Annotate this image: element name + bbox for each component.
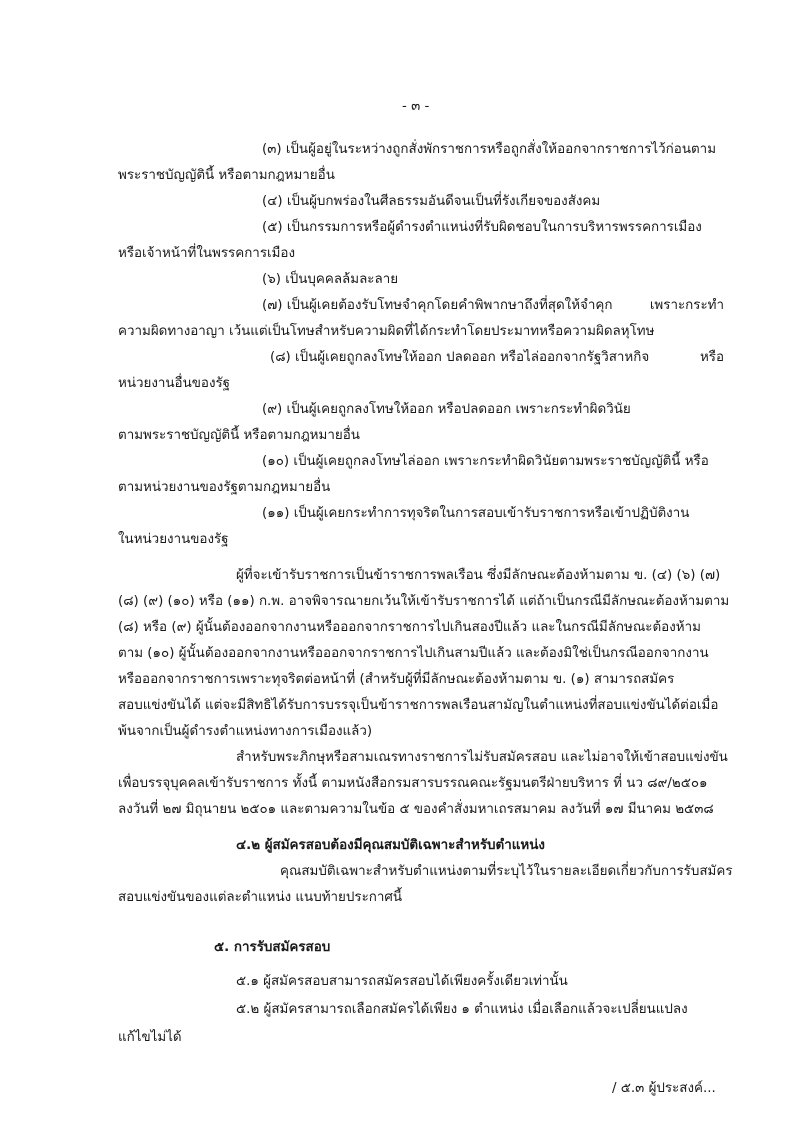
item-11-line-2: ในหน่วยงานของรัฐ (118, 532, 229, 547)
item-8-line-1 (270, 351, 724, 364)
section-5-2-line-1: ๕.๒ ผู้สมัครสามารถเลือกสมัครได้เพียง ๑ ตำแหน่ง เมื่อเลือกแล้วจะเปลี่ยนแปลง (236, 1002, 688, 1017)
item-4: (๔) เป็นผู้บกพร่องในศีลธรรมอันดีจนเป็นที่รังเกียจของสังคม (262, 194, 601, 209)
para1-line-7: พ้นจากเป็นผู้ดำรงตำแหน่งทางการเมืองแล้ว) (118, 724, 373, 739)
section-5-heading: ๕. การรับสมัครสอบ (214, 940, 331, 955)
item-10-line-2: ตามหน่วยงานของรัฐตามกฎหมายอื่น (118, 480, 331, 495)
page-number: - ๓ - (402, 99, 430, 114)
footer-continuation: / ๕.๓ ผู้ประสงค์... (612, 1081, 716, 1096)
section-5-2-line-2: แก้ไขไม่ได้ (118, 1030, 182, 1045)
item-8-line-2: หน่วยงานอื่นของรัฐ (118, 376, 231, 391)
item-6: (๖) เป็นบุคคลล้มละลาย (262, 272, 399, 287)
para1-line-5: หรือออกจากราชการเพราะทุจริตต่อหน้าที่ (สำหรับผู้ที่มีลักษณะต้องห้ามตาม ข. (๑) สามารถสมัคร (118, 672, 675, 687)
item-5-line-2: หรือเจ้าหน้าที่ในพรรคการเมือง (118, 246, 295, 261)
item-9-line-2: ตามพระราชบัญญัตินี้ หรือตามกฎหมายอื่น (118, 428, 360, 443)
para1-line-6: สอบแข่งขันได้ แต่จะมีสิทธิได้รับการบรรจุเป็นข้าราชการพลเรือนสามัญในตำแหน่งที่สอบแข่งขันได้ต่อเมื่อ (118, 698, 719, 713)
para1-line-2: (๘) (๙) (๑๐) หรือ (๑๑) ก.พ. อาจพิจารณายกเว้นให้เข้ารับราชการได้ แต่ถ้าเป็นกรณีมีลักษณะต้องห้ามตาม (118, 594, 730, 609)
para1-line-3: (๘) หรือ (๙) ผู้นั้นต้องออกจากงานหรือออกจากราชการไปเกินสองปีแล้ว และในกรณีมีลักษณะต้องห้าม (118, 620, 701, 635)
item-11-line-1: (๑๑) เป็นผู้เคยกระทำการทุจริตในการสอบเข้ารับราชการหรือเข้าปฏิบัติงาน (262, 506, 690, 521)
section-5-1: ๕.๑ ผู้สมัครสอบสามารถสมัครสอบได้เพียงครั้งเดียวเท่านั้น (236, 974, 568, 989)
para1-line-4: ตาม (๑๐) ผู้นั้นต้องออกจากงานหรือออกจากราชการไปเกินสามปีแล้ว และต้องมิใช่เป็นกรณีออกจากงาน (118, 646, 709, 661)
para2-line-3: ลงวันที่ ๒๗ มิถุนายน ๒๕๐๑ และตามความในข้อ ๕ ของคำสั่งมหาเถรสมาคม ลงวันที่ ๑๗ มีนาคม ๒๕๓๘ (118, 802, 714, 817)
item-9-line-1: (๙) เป็นผู้เคยถูกลงโทษให้ออก หรือปลดออก เพราะกระทำผิดวินัย (262, 402, 631, 417)
section-4-2-line-2: สอบแข่งขันของแต่ละตำแหน่ง แนบท้ายประกาศนี้ (118, 890, 403, 905)
item-7-text-b: เพราะกระทำ (649, 298, 724, 313)
item-7-line-2: ความผิดทางอาญา เว้นแต่เป็นโทษสำหรับความผิดที่ได้กระทำโดยประมาทหรือความผิดลหุโทษ (118, 324, 655, 339)
item-8-text-b: หรือ (699, 350, 724, 365)
para2-line-2: เพื่อบรรจุบุคคลเข้ารับราชการ ทั้งนี้ ตามหนังสือกรมสารบรรณคณะรัฐมนตรีฝ่ายบริหาร ที่ นว ๘๙/๒๕๐๑ (118, 776, 708, 791)
section-4-2-line-1: คุณสมบัติเฉพาะสำหรับตำแหน่งตามที่ระบุไว้ในรายละเอียดเกี่ยวกับการรับสมัคร (280, 864, 733, 879)
item-7-text-a: (๗) เป็นผู้เคยต้องรับโทษจำคุกโดยคำพิพากษาถึงที่สุดให้จำคุก (262, 298, 613, 313)
section-4-2-heading: ๔.๒ ผู้สมัครสอบต้องมีคุณสมบัติเฉพาะสำหรับตำแหน่ง (236, 838, 545, 853)
item-3-line-2: พระราชบัญญัตินี้ หรือตามกฎหมายอื่น (118, 168, 335, 183)
item-5-line-1: (๕) เป็นกรรมการหรือผู้ดำรงตำแหน่งที่รับผิดชอบในการบริหารพรรคการเมือง (262, 220, 702, 235)
item-7-line-1 (262, 299, 724, 312)
para1-line-1: ผู้ที่จะเข้ารับราชการเป็นข้าราชการพลเรือน ซึ่งมีลักษณะต้องห้ามตาม ข. (๔) (๖) (๗) (236, 568, 721, 583)
item-8-text-a: (๘) เป็นผู้เคยถูกลงโทษให้ออก ปลดออก หรือไล่ออกจากรัฐวิสาหกิจ (270, 350, 650, 365)
para2-line-1: สำหรับพระภิกษุหรือสามเณรทางราชการไม่รับสมัครสอบ และไม่อาจให้เข้าสอบแข่งขัน (236, 750, 728, 765)
item-3-line-1: (๓) เป็นผู้อยู่ในระหว่างถูกสั่งพักราชการหรือถูกสั่งให้ออกจากราชการไว้ก่อนตาม (262, 142, 717, 157)
item-10-line-1: (๑๐) เป็นผู้เคยถูกลงโทษไล่ออก เพราะกระทำผิดวินัยตามพระราชบัญญัตินี้ หรือ (262, 454, 709, 469)
